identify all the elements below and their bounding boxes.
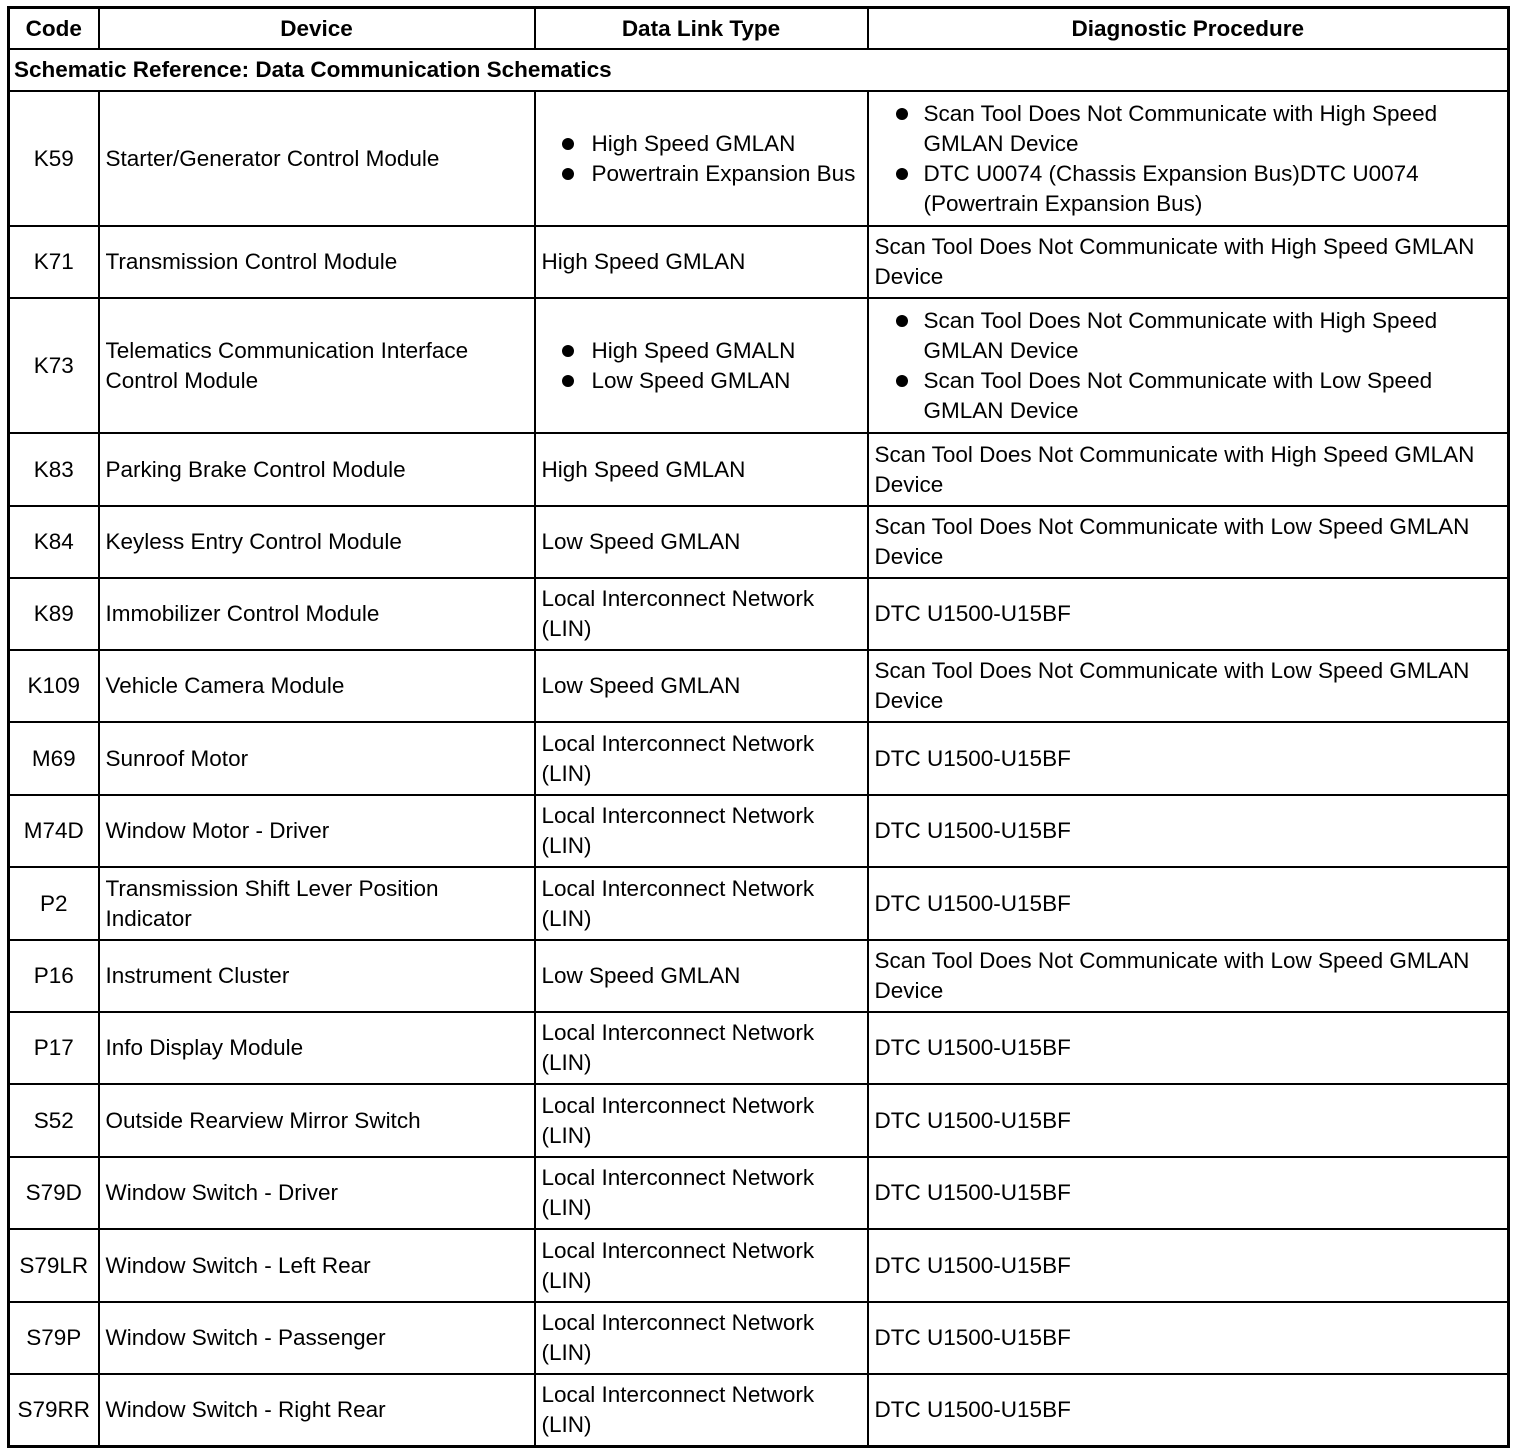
bullet-item: Low Speed GMLAN (542, 366, 861, 396)
code-cell: S79P (9, 1302, 99, 1374)
procedure-cell: DTC U1500-U15BF (868, 1084, 1509, 1157)
table-row (9, 722, 1509, 795)
code-cell: M74D (9, 795, 99, 867)
table-row (9, 1374, 1509, 1446)
procedure-cell: DTC U1500-U15BF (868, 722, 1509, 795)
device-cell: Vehicle Camera Module (99, 650, 535, 722)
link-type-cell: High Speed GMLAN (535, 226, 868, 298)
procedure-cell: Scan Tool Does Not Communicate with Low Speed GMLAN Device (868, 650, 1509, 722)
code-cell: K59 (9, 91, 99, 226)
link-type-cell: Local Interconnect Network (LIN) (535, 578, 868, 650)
procedure-cell: DTC U1500-U15BF (868, 578, 1509, 650)
link-type-cell: Local Interconnect Network (LIN) (535, 1012, 868, 1084)
bullet-item: Powertrain Expansion Bus (542, 159, 861, 189)
code-cell: P16 (9, 940, 99, 1012)
bullet-list (542, 336, 861, 396)
code-cell: S79RR (9, 1374, 99, 1446)
code-cell: S79D (9, 1157, 99, 1229)
code-cell: K83 (9, 433, 99, 506)
bullet-list (875, 306, 1502, 426)
table-row (9, 1084, 1509, 1157)
schematic-reference-row (9, 49, 1509, 91)
header-device: Device (99, 8, 535, 50)
table-row (9, 1012, 1509, 1084)
code-cell: K89 (9, 578, 99, 650)
table-row (9, 1157, 1509, 1229)
link-type-cell: Local Interconnect Network (LIN) (535, 1302, 868, 1374)
bullet-item: High Speed GMLAN (542, 129, 861, 159)
table-row (9, 1302, 1509, 1374)
device-cell: Outside Rearview Mirror Switch (99, 1084, 535, 1157)
link-type-cell: Local Interconnect Network (LIN) (535, 1229, 868, 1302)
bullet-item: Scan Tool Does Not Communicate with Low Speed GMLAN Device (875, 366, 1502, 426)
code-cell: S79LR (9, 1229, 99, 1302)
link-type-cell: Low Speed GMLAN (535, 506, 868, 578)
code-cell: K84 (9, 506, 99, 578)
device-cell: Window Switch - Right Rear (99, 1374, 535, 1446)
bullet-item: Scan Tool Does Not Communicate with High Speed GMLAN Device (875, 99, 1502, 159)
table-row (9, 433, 1509, 506)
header-code: Code (9, 8, 99, 50)
device-cell: Instrument Cluster (99, 940, 535, 1012)
procedure-cell: DTC U1500-U15BF (868, 1302, 1509, 1374)
link-type-cell: High Speed GMLAN (535, 433, 868, 506)
procedure-cell: DTC U1500-U15BF (868, 1374, 1509, 1446)
device-cell: Transmission Control Module (99, 226, 535, 298)
table-row (9, 91, 1509, 226)
device-cell: Starter/Generator Control Module (99, 91, 535, 226)
device-cell: Telematics Communication Interface Control Module (99, 298, 535, 433)
procedure-cell: DTC U1500-U15BF (868, 1157, 1509, 1229)
link-type-cell: Local Interconnect Network (LIN) (535, 795, 868, 867)
procedure-cell: Scan Tool Does Not Communicate with High Speed GMLAN Device (868, 226, 1509, 298)
table-row (9, 795, 1509, 867)
procedure-cell: DTC U1500-U15BF (868, 867, 1509, 940)
device-cell: Parking Brake Control Module (99, 433, 535, 506)
table-row (9, 1229, 1509, 1302)
bullet-item: DTC U0074 (Chassis Expansion Bus)DTC U0074 (Powertrain Expansion Bus) (875, 159, 1502, 219)
bullet-list (542, 129, 861, 189)
table-row (9, 650, 1509, 722)
procedure-cell: Scan Tool Does Not Communicate with Low Speed GMLAN Device (868, 506, 1509, 578)
code-cell: M69 (9, 722, 99, 795)
link-type-cell: Local Interconnect Network (LIN) (535, 867, 868, 940)
device-cell: Immobilizer Control Module (99, 578, 535, 650)
device-cell: Sunroof Motor (99, 722, 535, 795)
procedure-cell: DTC U1500-U15BF (868, 795, 1509, 867)
procedure-cell (868, 91, 1509, 226)
procedure-cell (868, 298, 1509, 433)
procedure-cell: Scan Tool Does Not Communicate with Low Speed GMLAN Device (868, 940, 1509, 1012)
device-cell: Window Switch - Passenger (99, 1302, 535, 1374)
bullet-item: High Speed GMALN (542, 336, 861, 366)
device-cell: Window Switch - Left Rear (99, 1229, 535, 1302)
table-row (9, 940, 1509, 1012)
code-cell: S52 (9, 1084, 99, 1157)
device-cell: Window Motor - Driver (99, 795, 535, 867)
code-cell: P2 (9, 867, 99, 940)
schematic-reference: Schematic Reference: Data Communication Schematics (9, 49, 1509, 91)
device-cell: Window Switch - Driver (99, 1157, 535, 1229)
link-type-cell: Low Speed GMLAN (535, 940, 868, 1012)
link-type-cell: Local Interconnect Network (LIN) (535, 1374, 868, 1446)
link-type-cell: Local Interconnect Network (LIN) (535, 1084, 868, 1157)
link-type-cell: Low Speed GMLAN (535, 650, 868, 722)
table-row (9, 506, 1509, 578)
table-row (9, 298, 1509, 433)
device-cell: Transmission Shift Lever Position Indicator (99, 867, 535, 940)
link-type-cell (535, 91, 868, 226)
procedure-cell: DTC U1500-U15BF (868, 1012, 1509, 1084)
procedure-cell: DTC U1500-U15BF (868, 1229, 1509, 1302)
header-row (9, 8, 1509, 50)
data-link-table (7, 6, 1510, 1448)
link-type-cell: Local Interconnect Network (LIN) (535, 722, 868, 795)
bullet-item: Scan Tool Does Not Communicate with High Speed GMLAN Device (875, 306, 1502, 366)
header-procedure: Diagnostic Procedure (868, 8, 1509, 50)
code-cell: K71 (9, 226, 99, 298)
device-cell: Keyless Entry Control Module (99, 506, 535, 578)
table-row (9, 226, 1509, 298)
link-type-cell (535, 298, 868, 433)
header-link-type: Data Link Type (535, 8, 868, 50)
code-cell: K109 (9, 650, 99, 722)
device-cell: Info Display Module (99, 1012, 535, 1084)
code-cell: K73 (9, 298, 99, 433)
link-type-cell: Local Interconnect Network (LIN) (535, 1157, 868, 1229)
code-cell: P17 (9, 1012, 99, 1084)
procedure-cell: Scan Tool Does Not Communicate with High Speed GMLAN Device (868, 433, 1509, 506)
table-row (9, 578, 1509, 650)
bullet-list (875, 99, 1502, 219)
table-row (9, 867, 1509, 940)
